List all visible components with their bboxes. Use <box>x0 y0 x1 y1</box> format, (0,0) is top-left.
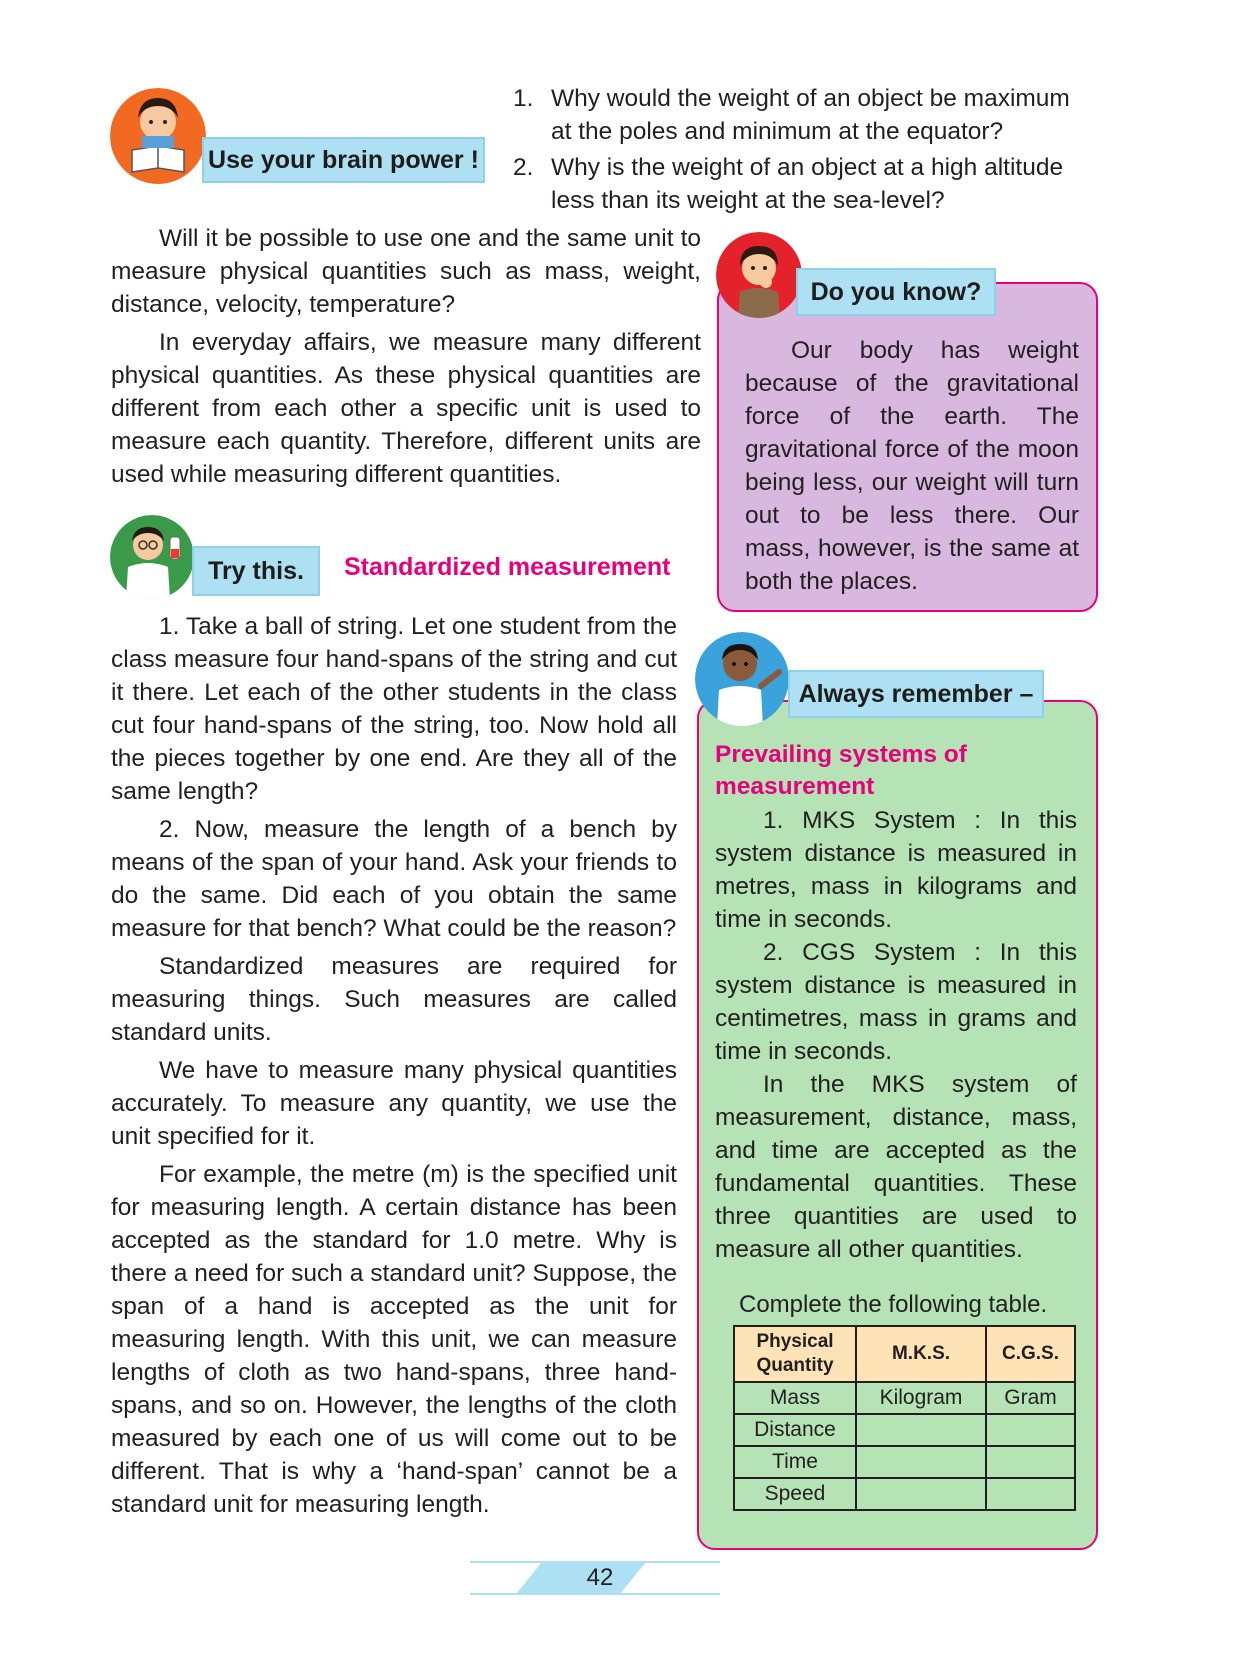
question-number: 2. <box>513 154 534 181</box>
paragraph: In the MKS system of measurement, distance, mass, and time are accepted as the fundamental quantities. These three quantities are used to measure all other quantities. <box>715 1071 1077 1263</box>
table-cell: Kilogram <box>856 1382 986 1414</box>
units-table <box>733 1325 1076 1511</box>
table-row <box>734 1382 1075 1414</box>
table-row <box>734 1478 1075 1510</box>
page-number: 42 <box>586 1564 614 1591</box>
table-cell <box>986 1446 1075 1478</box>
question-text-line: Why is the weight of an object at a high altitude <box>551 154 1064 181</box>
page-footer <box>470 1560 720 1596</box>
brain-power-box <box>110 88 495 188</box>
remember-heading-line: measurement <box>715 773 875 800</box>
question-2 <box>513 151 1113 217</box>
table-header: C.G.S. <box>986 1326 1075 1382</box>
table-cell <box>856 1414 986 1446</box>
table-cell <box>986 1478 1075 1510</box>
intro-text <box>111 222 701 491</box>
table-row <box>734 1414 1075 1446</box>
question-number: 1. <box>513 85 534 112</box>
paragraph: Will it be possible to use one and the same unit to measure physical quantities such as mass, weight, distance, velocity, temperature? <box>111 225 701 318</box>
brain-power-label: Use your brain power ! <box>202 137 485 183</box>
question-1 <box>513 82 1113 148</box>
scientist-icon <box>110 515 194 599</box>
table-caption: Complete the following table. <box>739 1291 1048 1318</box>
table-cell: Mass <box>734 1382 856 1414</box>
paragraph: In everyday affairs, we measure many different physical quantities. As these physical quantities are different from each other a specific unit is used to measure each quantity. Therefore, different units are used while measuring different quantities. <box>111 329 701 488</box>
girl-reading-icon <box>110 88 206 184</box>
always-remember-label: Always remember – <box>788 670 1044 718</box>
do-you-know-text: Our body has weight because of the gravitational force of the earth. The gravitational force of the moon being less, our weight will turn out to be less there. Our mass, however, is the same at both the places. <box>745 337 1079 595</box>
question-text-line: Why would the weight of an object be maximum <box>551 85 1070 112</box>
table-cell <box>856 1446 986 1478</box>
brain-power-questions <box>513 82 1113 217</box>
question-text-line: at the poles and minimum at the equator? <box>551 118 1004 145</box>
try-this-label: Try this. <box>192 546 320 596</box>
always-remember-box <box>697 700 1098 1550</box>
table-cell: Distance <box>734 1414 856 1446</box>
paragraph: 1. Take a ball of string. Let one student from the class measure four hand-spans of the string and cut it there. Let each of the other students in the class cut four hand-spans of the string, too. Now hold all the pieces together by one end. Are they all of the same length? <box>111 613 677 805</box>
table-cell <box>856 1478 986 1510</box>
table-header: Physical Quantity <box>734 1326 856 1382</box>
paragraph: For example, the metre (m) is the specified unit for measuring length. A certain distance has been accepted as the standard for 1.0 metre. Why is there a need for such a standard unit? Suppose, the span of a hand is accepted as the unit for measuring length. With this unit, we can measure lengths of cloth as two hand-spans, three hand-spans, and so on. However, the lengths of the cloth measured by each one of us will come out to be different. That is why a ‘hand-span’ cannot be a standard unit for measuring length. <box>111 1161 677 1518</box>
remember-heading-line: Prevailing systems of <box>715 741 967 768</box>
table-header: M.K.S. <box>856 1326 986 1382</box>
paragraph: 2. CGS System : In this system distance is measured in centimetres, mass in grams and time in seconds. <box>715 939 1077 1065</box>
boy-pointing-icon <box>695 632 789 726</box>
table-cell: Gram <box>986 1382 1075 1414</box>
do-you-know-label: Do you know? <box>796 268 996 316</box>
paragraph: 2. Now, measure the length of a bench by means of the span of your hand. Ask your friends to do the same. Did each of you obtain the same measure for that bench? What could be the reason? <box>111 816 677 942</box>
try-this-title: Standardized measurement <box>344 553 671 581</box>
paragraph: We have to measure many physical quantities accurately. To measure any quantity, we use the unit specified for it. <box>111 1057 677 1150</box>
try-this-text <box>111 610 677 1521</box>
try-this-box <box>110 515 690 601</box>
table-cell: Speed <box>734 1478 856 1510</box>
table-row <box>734 1446 1075 1478</box>
table-cell: Time <box>734 1446 856 1478</box>
remember-text <box>715 804 1077 1266</box>
table-header-row <box>734 1326 1075 1382</box>
table-cell <box>986 1414 1075 1446</box>
girl-thinking-icon <box>716 232 802 318</box>
paragraph: Standardized measures are required for measuring things. Such measures are called standard units. <box>111 953 677 1046</box>
paragraph: 1. MKS System : In this system distance is measured in metres, mass in kilograms and time in seconds. <box>715 807 1077 933</box>
do-you-know-box <box>717 282 1098 612</box>
question-text-line: less than its weight at the sea-level? <box>551 187 945 214</box>
